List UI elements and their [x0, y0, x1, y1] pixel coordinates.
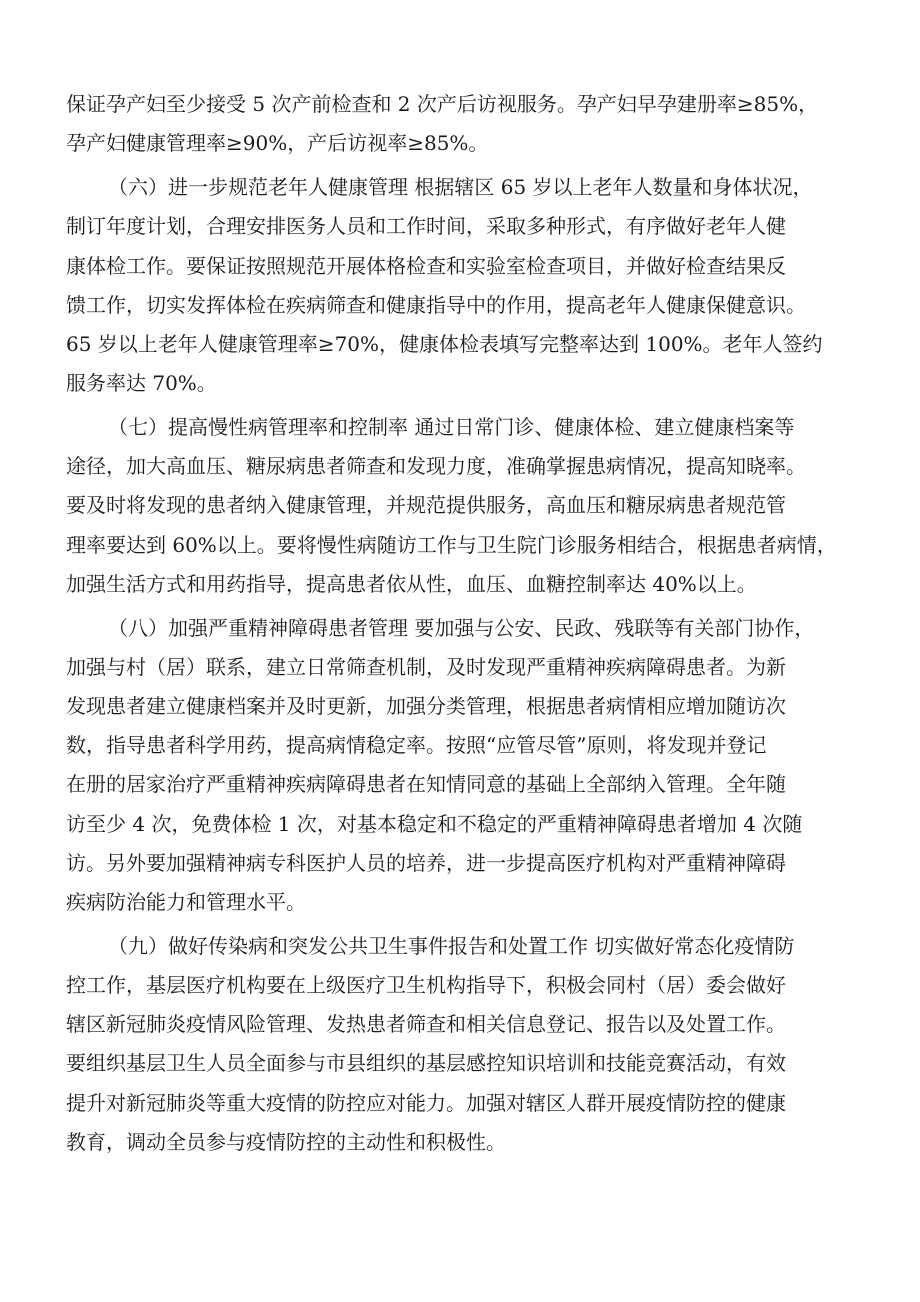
paragraph-line: 孕产妇健康管理率≥90%，产后访视率≥85%。 [66, 131, 489, 156]
section-heading-line: （八）加强严重精神障碍患者管理 要加强与公安、民政、残联等有关部门协作， [108, 615, 815, 640]
paragraph-line: 访。另外要加强精神病专科医护人员的培养，进一步提高医疗机构对严重精神障碍 [66, 850, 786, 875]
paragraph-line: 控工作，基层医疗机构要在上级医疗卫生机构指导下，积极会同村（居）委会做好 [66, 973, 786, 998]
paragraph-line: 在册的居家治疗严重精神疾病障碍患者在知情同意的基础上全部纳入管理。全年随 [66, 772, 786, 797]
section-heading-line: （六）进一步规范老年人健康管理 根据辖区 65 岁以上老年人数量和身体状况， [108, 175, 813, 200]
paragraph-line: 疾病防治能力和管理水平。 [66, 889, 306, 914]
paragraph-line: 65 岁以上老年人健康管理率≥70%，健康体检表填写完整率达到 100%。老年人签约 [66, 331, 823, 356]
paragraph-line: 要组织基层卫生人员全面参与市县组织的基层感控知识培训和技能竞赛活动，有效 [66, 1051, 786, 1076]
paragraph-line: 访至少 4 次，免费体检 1 次，对基本稳定和不稳定的严重精神障碍患者增加 4 次随 [66, 811, 803, 836]
paragraph-line: 制订年度计划，合理安排医务人员和工作时间，采取多种形式，有序做好老年人健 [66, 214, 786, 239]
paragraph-line: 加强生活方式和用药指导，提高患者依从性，血压、血糖控制率达 40%以上。 [66, 571, 757, 596]
paragraph-line: 途径，加大高血压、糖尿病患者筛查和发现力度，准确掌握患病情况，提高知晓率。 [66, 454, 806, 479]
paragraph-line: 数，指导患者科学用药，提高病情稳定率。按照“应管尽管”原则，将发现并登记 [66, 733, 767, 758]
paragraph-line: 提升对新冠肺炎等重大疫情的防控应对能力。加强对辖区人群开展疫情防控的健康 [66, 1090, 786, 1115]
paragraph-line: 发现患者建立健康档案并及时更新，加强分类管理，根据患者病情相应增加随访次 [66, 694, 786, 719]
paragraph-line: 加强与村（居）联系，建立日常筛查机制，及时发现严重精神疾病障碍患者。为新 [66, 654, 786, 679]
paragraph-line: 馈工作，切实发挥体检在疾病筛查和健康指导中的作用，提高老年人健康保健意识。 [66, 292, 806, 317]
paragraph-line: 辖区新冠肺炎疫情风险管理、发热患者筛查和相关信息登记、报告以及处置工作。 [66, 1012, 786, 1037]
paragraph-line: 服务率达 70%。 [66, 370, 217, 395]
document-body [66, 85, 866, 1162]
paragraph-line: 教育，调动全员参与疫情防控的主动性和积极性。 [66, 1129, 506, 1154]
paragraph-line: 理率要达到 60%以上。要将慢性病随访工作与卫生院门诊服务相结合，根据患者病情， [66, 532, 837, 557]
section-heading-line: （七）提高慢性病管理率和控制率 通过日常门诊、健康体检、建立健康档案等 [108, 415, 795, 440]
paragraph-line: 保证孕产妇至少接受 5 次产前检查和 2 次产后访视服务。孕产妇早孕建册率≥85%， [66, 92, 819, 116]
paragraph-line: 康体检工作。要保证按照规范开展体格检查和实验室检查项目，并做好检查结果反 [66, 253, 786, 278]
paragraph-line: 要及时将发现的患者纳入健康管理，并规范提供服务，高血压和糖尿病患者规范管 [66, 493, 786, 518]
section-heading-line: （九）做好传染病和突发公共卫生事件报告和处置工作 切实做好常态化疫情防 [108, 933, 795, 958]
